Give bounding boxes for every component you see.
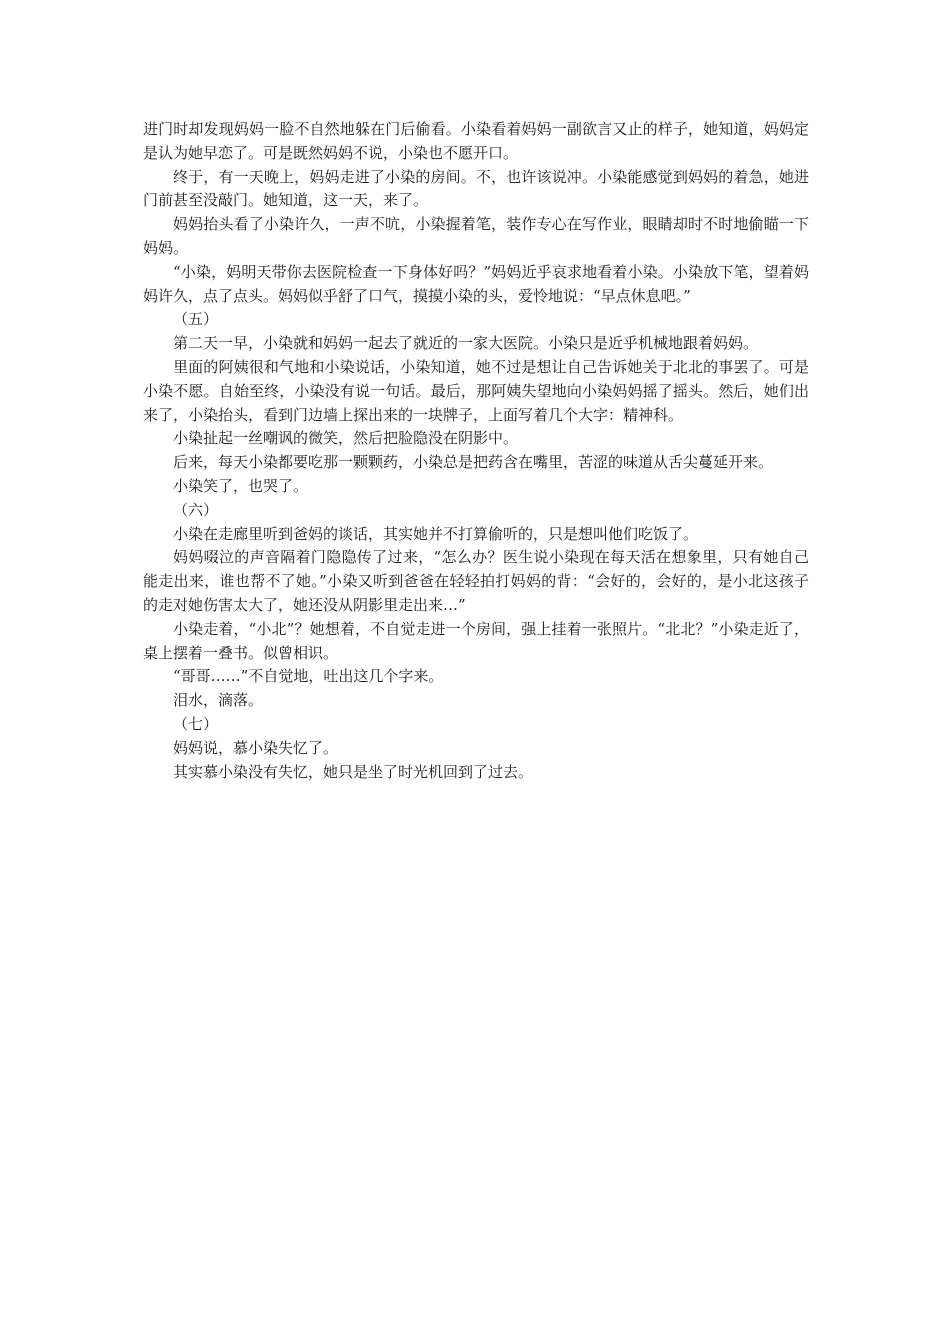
paragraph: 里面的阿姨很和气地和小染说话，小染知道，她不过是想让自己告诉她关于北北的事罢了。可是小染不愿。自始至终，小染没有说一句话。最后，那阿姨失望地向小染妈妈摇了摇头。然后，她们出来了，小染抬头，看到门边墙上探出来的一块牌子，上面写着几个大字：精神科。	[143, 357, 809, 424]
paragraph: 其实慕小染没有失忆，她只是坐了时光机回到了过去。	[173, 762, 534, 781]
paragraph: 小染在走廊里听到爸妈的谈话，其实她并不打算偷听的，只是想叫他们吃饭了。	[173, 524, 699, 543]
paragraph: 小染走着，“小北”？她想着，不自觉走进一个房间，强上挂着一张照片。“北北？”小染走近了，桌上摆着一叠书。似曾相识。	[143, 619, 809, 662]
section-heading: （五）	[173, 310, 219, 329]
story-text	[143, 118, 809, 784]
paragraph: 小染扯起一丝嘲讽的微笑，然后把脸隐没在阴影中。	[173, 429, 519, 448]
paragraph: 泪水，滴落。	[173, 691, 264, 710]
paragraph: 后来，每天小染都要吃那一颗颗药，小染总是把药含在嘴里，苦涩的味道从舌尖蔓延开来。	[173, 453, 774, 472]
section-heading: （七）	[173, 714, 219, 733]
paragraph: “哥哥……”不自觉地，吐出这几个字来。	[173, 667, 444, 686]
paragraph: 小染笑了，也哭了。	[173, 476, 309, 495]
paragraph: 妈妈抬头看了小染许久，一声不吭，小染握着笔，装作专心在写作业，眼睛却时不时地偷瞄一下妈妈。	[143, 215, 809, 257]
paragraph: 妈妈啜泣的声音隔着门隐隐传了过来，“怎么办？医生说小染现在每天活在想象里，只有她自己能走出来，谁也帮不了她。”小染又听到爸爸在轻轻拍打妈妈的背：“会好的，会好的，是小北这孩子的走对她伤害太大了，她还没从阴影里走出来…”	[143, 548, 809, 614]
paragraph: 进门时却发现妈妈一脸不自然地躲在门后偷看。小染看着妈妈一副欲言又止的样子，她知道，妈妈定是认为她早恋了。可是既然妈妈不说，小染也不愿开口。	[143, 120, 809, 162]
paragraph: “小染，妈明天带你去医院检查一下身体好吗？”妈妈近乎哀求地看着小染。小染放下笔，望着妈妈许久，点了点头。妈妈似乎舒了口气，摸摸小染的头，爱怜地说：“早点休息吧。”	[143, 262, 809, 305]
section-heading: （六）	[173, 500, 219, 519]
paragraph: 第二天一早，小染就和妈妈一起去了就近的一家大医院。小染只是近乎机械地跟着妈妈。	[173, 334, 759, 353]
paragraph: 终于，有一天晚上，妈妈走进了小染的房间。不，也许该说冲。小染能感觉到妈妈的着急，她进门前甚至没敲门。她知道，这一天，来了。	[143, 167, 809, 210]
paragraph: 妈妈说，慕小染失忆了。	[173, 738, 339, 757]
